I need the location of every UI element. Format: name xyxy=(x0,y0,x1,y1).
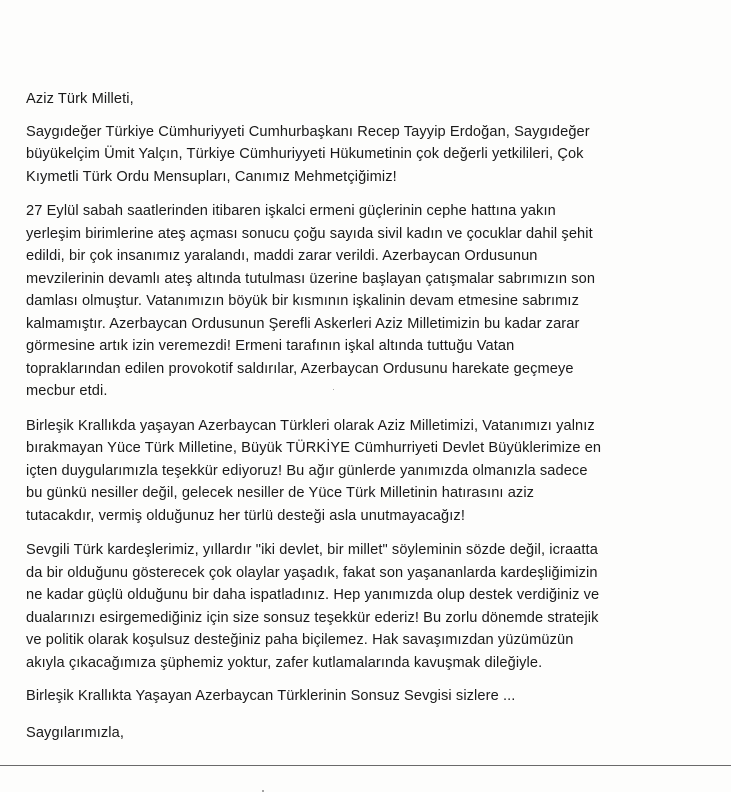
letter-closing: Birleşik Krallıkta Yaşayan Azerbaycan Türklerinin Sonsuz Sevgisi sizlere ... xyxy=(26,688,516,704)
letter-paragraph-address: Saygıdeğer Türkiye Cümhuriyyeti Cumhurbaşkanı Recep Tayyip Erdoğan, Saygıdeğer büyükelçim Ümit Yalçın, Türkiye Cümhuriyyeti Hükumetinin çok değerli yetkilileri, Çok Kıymetli Türk Ordu Mensupları, Canımız Mehmetçiğimiz! xyxy=(26,123,590,185)
letter-signoff: Saygılarımızla, xyxy=(26,724,125,741)
letter-paragraph-brotherhood: Sevgili Türk kardeşlerimiz, yıllardır "iki devlet, bir millet" söyleminin sözde değil, icraatta da bir olduğunu gösterecek çok olaylar yaşadık, fakat son yaşananlarda kardeşliğimizin ne kadar güçlü olduğunu bir daha ispatladınız. Hep yanımızda olup destek verdiğiniz ve dualarınızı esirgemediğiniz için size sonsuz teşekkür ederiz! Bu zorlu dönemde stratejik ve politik olarak koşulsuz desteğiniz paha biçilemez. Hak savaşımızdan yüzümüzün akıyla çıkacağımıza şüphemiz yoktur, zafer kutlamalarında kavuşmak dileğiyle. xyxy=(26,542,600,671)
page-bottom-rule xyxy=(0,765,731,766)
scan-speck xyxy=(333,389,334,390)
letter-paragraph-gratitude: Birleşik Krallıkda yaşayan Azerbaycan Türkleri olarak Aziz Milletimizi, Vatanımızı yalnız bırakmayan Yüce Türk Milletine, Büyük TÜRKİYE Cümhurriyeti Devlet Büyüklerimize en içten duygularımızla teşekkür ediyoruz! Bu ağır günlerde yanımızda olmanızla sadece bu günkü nesiller değil, gelecek nesiller de Yüce Türk Milletinin hatırasını aziz tutacakdır, vermiş olduğunuz her türlü desteği asla unutmayacağız! xyxy=(26,417,602,524)
letter-paragraph-events: 27 Eylül sabah saatlerinden itibaren işkalci ermeni güçlerinin cephe hattına yakın yerleşim birimlerine ateş açması sonucu çoğu sayıda sivil kadın ve çocuklar dahil şehit edildi, bir çok insanımız yaralandı, maddi zarar verildi. Azerbaycan Ordusunun mevzilerinin devamlı ateş altında tutulması üzerine başlayan çatışmalar sabrımızın son damlası olmuştur. Vatanımızın böyük bir kısmının işkalinin devam etmesine sabrımız kalmamıştır. Azerbaycan Ordusunun Şerefli Askerleri Aziz Milletimizin bu kadar zarar görmesine artık izin veremezdi! Ermeni tarafının işkal altında tuttuğu Vatan topraklarından edilen provokotif saldırılar, Azerbaycan Ordusunu harekate geçmeye mecbur etdi. xyxy=(26,203,596,399)
letter-body xyxy=(26,88,716,744)
letter-salutation: Aziz Türk Milleti, xyxy=(26,91,134,107)
